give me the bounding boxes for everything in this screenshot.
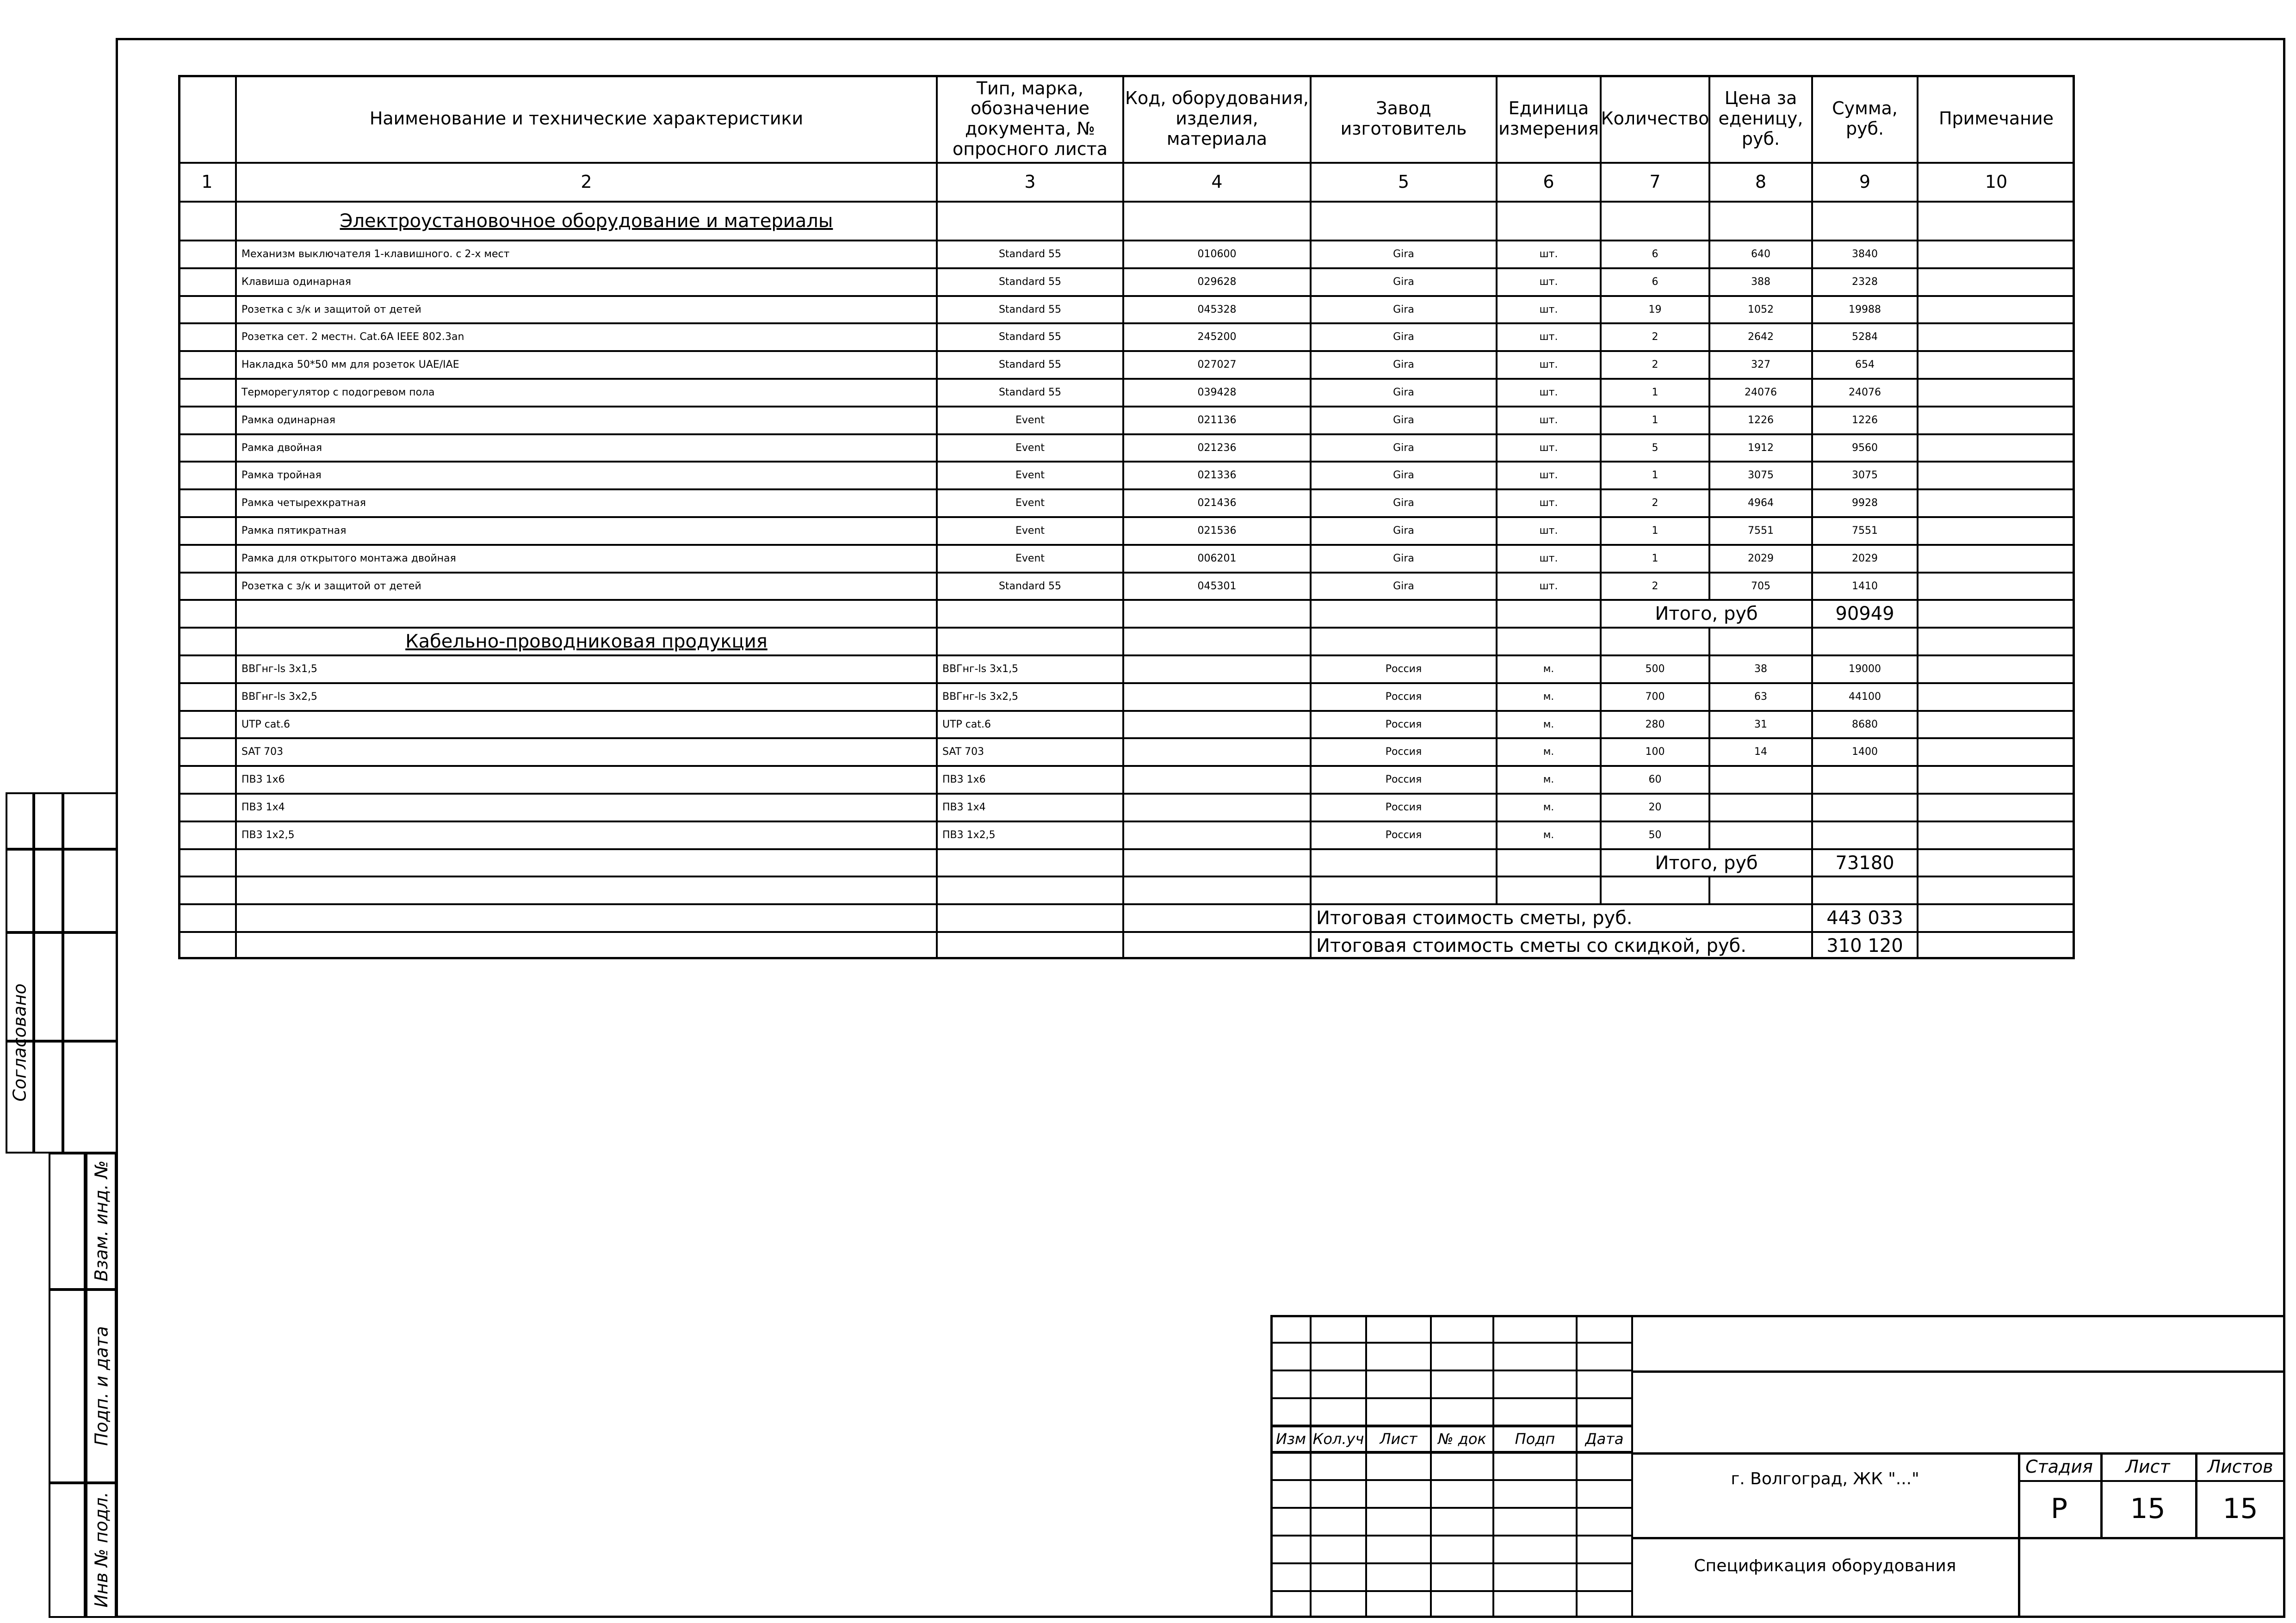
table-rule <box>1496 876 1498 904</box>
cell-qty: 500 <box>1645 663 1665 675</box>
title-rule <box>1271 1590 1632 1592</box>
cell-sum: 2328 <box>1852 276 1878 288</box>
column-number: 9 <box>1859 172 1871 192</box>
cell-maker: Gira <box>1393 331 1414 343</box>
cell-maker: Gira <box>1393 553 1414 565</box>
cell-unit: шт. <box>1539 276 1558 288</box>
discount-total-label: Итоговая стоимость сметы со скидкой, руб. <box>1316 935 1746 957</box>
title-rule <box>1271 1479 1632 1481</box>
cell-price: 63 <box>1754 691 1767 703</box>
cell-name: Механизм выключателя 1-клавишного. с 2-х мест <box>241 248 510 260</box>
table-rule <box>936 904 938 932</box>
cell-type: Standard 55 <box>998 248 1062 260</box>
stamp-cell <box>6 792 34 850</box>
cell-type: Standard 55 <box>998 359 1062 371</box>
table-rule <box>235 904 237 932</box>
table-rule <box>1310 628 1312 655</box>
cell-qty: 700 <box>1645 691 1665 703</box>
cell-sum: 654 <box>1855 359 1875 371</box>
table-rule <box>936 600 938 628</box>
table-rule <box>1122 600 1124 628</box>
cell-price: 31 <box>1754 718 1767 730</box>
cell-type: Event <box>1015 442 1045 454</box>
cell-name: Розетка с з/к и защитой от детей <box>241 580 421 592</box>
stamp-cell <box>49 1482 86 1618</box>
cell-sum: 3840 <box>1852 248 1878 260</box>
stamp-cell <box>62 792 118 850</box>
cell-maker: Gira <box>1393 359 1414 371</box>
table-rule <box>1122 628 1124 655</box>
cell-sum: 1410 <box>1852 580 1878 592</box>
cell-name: Розетка с з/к и защитой от детей <box>241 303 421 315</box>
cell-name: Рамка одинарная <box>241 414 336 426</box>
stamp-header: Листов <box>2207 1456 2273 1477</box>
table-rule <box>1917 876 1918 904</box>
cell-sum: 5284 <box>1852 331 1878 343</box>
cell-type: SAT 703 <box>942 746 984 758</box>
total-label: Итого, руб <box>1655 852 1758 874</box>
total-label: Итого, руб <box>1655 603 1758 624</box>
stamp-cell <box>49 1289 86 1483</box>
cell-type: ПВ3 1x4 <box>942 802 986 814</box>
cell-maker: Gira <box>1393 442 1414 454</box>
cell-maker: Россия <box>1385 774 1422 786</box>
cell-name: ПВ3 1x2,5 <box>241 829 295 841</box>
stamp-cell <box>33 792 63 850</box>
column-header: Количество <box>1601 108 1709 129</box>
document-title: Спецификация оборудования <box>1694 1556 1956 1576</box>
stamp-cell <box>62 1041 118 1154</box>
title-rule <box>1365 1315 1367 1618</box>
cell-sum: 19988 <box>1849 303 1881 315</box>
cell-maker: Gira <box>1393 276 1414 288</box>
stamp-cell <box>6 849 34 933</box>
stamp-cell <box>62 932 118 1042</box>
table-rule <box>1811 628 1813 655</box>
cell-maker: Россия <box>1385 802 1422 814</box>
stamp-value: 15 <box>2222 1492 2258 1525</box>
agreed-stamp-label: Согласовано <box>9 983 30 1102</box>
cell-sum <box>1812 766 1918 794</box>
cell-price: 24076 <box>1745 387 1777 399</box>
title-rule <box>1492 1315 1494 1618</box>
cell-maker: Gira <box>1393 303 1414 315</box>
cell-type: Standard 55 <box>998 303 1062 315</box>
title-label: Лист <box>1380 1430 1417 1448</box>
cell-qty: 2 <box>1652 497 1659 509</box>
cell-qty: 60 <box>1648 774 1662 786</box>
cell-name: Накладка 50*50 мм для розеток UAE/IAE <box>241 359 459 371</box>
cell-name: SAT 703 <box>241 746 284 758</box>
cell-type: Event <box>1015 497 1045 509</box>
column-header: Цена за еденицу, руб. <box>1718 88 1803 149</box>
cell-type: UTP cat.6 <box>942 718 991 730</box>
cell-unit: шт. <box>1539 303 1558 315</box>
cell-maker: Gira <box>1393 525 1414 537</box>
cell-type: ВВГнг-ls 3x1,5 <box>942 663 1019 675</box>
cell-price: 705 <box>1751 580 1770 592</box>
column-header: Код, оборудования, изделия, материала <box>1125 88 1309 149</box>
cell-sum: 2029 <box>1852 553 1878 565</box>
cell-unit: м. <box>1543 691 1554 703</box>
title-rule <box>1632 1370 2285 1373</box>
cell-price: 327 <box>1751 359 1770 371</box>
inv-original-label: Инв № подл. <box>91 1492 111 1608</box>
cell-code: 010600 <box>1197 248 1237 260</box>
cell-maker: Россия <box>1385 829 1422 841</box>
column-header: Единица измерения <box>1498 98 1599 139</box>
cell-name: Розетка сет. 2 местн. Cat.6A IEEE 802.3an <box>241 331 464 343</box>
column-number: 8 <box>1755 172 1767 192</box>
cell-type: ПВ3 1x2,5 <box>942 829 996 841</box>
table-rule <box>1310 600 1312 628</box>
cell-price: 1226 <box>1748 414 1774 426</box>
cell-type: ВВГнг-ls 3x2,5 <box>942 691 1019 703</box>
stamp-cell <box>33 1041 63 1154</box>
cell-maker: Россия <box>1385 746 1422 758</box>
cell-unit: шт. <box>1539 553 1558 565</box>
title-rule <box>1271 1315 2285 1317</box>
cell-qty: 2 <box>1652 580 1659 592</box>
table-rule <box>936 932 938 959</box>
column-number: 4 <box>1211 172 1223 192</box>
stamp-cell <box>62 849 118 933</box>
table-rule <box>235 849 237 876</box>
cell-price: 4964 <box>1748 497 1774 509</box>
cell-sum: 19000 <box>1849 663 1881 675</box>
cell-code: 027027 <box>1197 359 1237 371</box>
table-rule <box>936 876 938 904</box>
cell-qty: 1 <box>1652 525 1659 537</box>
cell-unit: м. <box>1543 663 1554 675</box>
cell-qty: 50 <box>1648 829 1662 841</box>
cell-code: 045301 <box>1197 580 1237 592</box>
title-rule <box>1576 1315 1578 1618</box>
table-rule <box>1310 202 1312 241</box>
cell-sum: 3075 <box>1852 469 1878 481</box>
cell-unit: шт. <box>1539 414 1558 426</box>
table-rule <box>1811 876 1813 904</box>
table-rule <box>1122 904 1124 932</box>
cell-code <box>1123 766 1311 794</box>
cell-code <box>1123 821 1311 849</box>
cell-sum: 1400 <box>1852 746 1878 758</box>
cell-code: 245200 <box>1197 331 1237 343</box>
column-number: 6 <box>1543 172 1554 192</box>
column-header: Сумма, руб. <box>1832 98 1898 139</box>
title-rule <box>1430 1315 1432 1618</box>
cell-maker: Gira <box>1393 497 1414 509</box>
table-rule <box>1122 876 1124 904</box>
cell-sum: 1226 <box>1852 414 1878 426</box>
column-header <box>178 75 236 163</box>
section-title: Кабельно-проводниковая продукция <box>405 631 767 652</box>
cell-unit: шт. <box>1539 442 1558 454</box>
table-rule <box>1600 202 1602 241</box>
cell-qty: 20 <box>1648 802 1662 814</box>
table-rule <box>1811 202 1813 241</box>
cell-code: 021336 <box>1197 469 1237 481</box>
grand-total-label: Итоговая стоимость сметы, руб. <box>1316 907 1633 929</box>
cell-price: 388 <box>1751 276 1770 288</box>
cell-unit: шт. <box>1539 359 1558 371</box>
cell-name: Клавиша одинарная <box>241 276 351 288</box>
cell-type: Standard 55 <box>998 387 1062 399</box>
cell-type: Event <box>1015 414 1045 426</box>
cell-code <box>1123 711 1311 738</box>
inv-replace-label: Взам. инд. № <box>91 1160 111 1282</box>
cell-qty: 1 <box>1652 414 1659 426</box>
cell-price: 1912 <box>1748 442 1774 454</box>
table-rule <box>1496 202 1498 241</box>
cell-unit: м. <box>1543 774 1554 786</box>
cell-price: 3075 <box>1748 469 1774 481</box>
cell-name: Рамка двойная <box>241 442 322 454</box>
cell-qty: 5 <box>1652 442 1659 454</box>
stamp-value: Р <box>2050 1492 2068 1525</box>
cell-sum: 9928 <box>1852 497 1878 509</box>
cell-type: ПВ3 1x6 <box>942 774 986 786</box>
cell-sum: 7551 <box>1852 525 1878 537</box>
column-header: Тип, марка, обозначение документа, № опросного листа <box>952 78 1108 159</box>
table-rule <box>1496 628 1498 655</box>
cell-qty: 100 <box>1645 746 1665 758</box>
cell-name: ВВГнг-ls 3x1,5 <box>241 663 318 675</box>
table-rule <box>936 849 938 876</box>
title-label: Подп <box>1515 1430 1555 1448</box>
cell-unit: м. <box>1543 829 1554 841</box>
project-location: г. Волгоград, ЖК "..." <box>1731 1469 1919 1489</box>
cell-name: ПВ3 1x6 <box>241 774 285 786</box>
table-rule <box>1708 876 1710 904</box>
cell-code: 039428 <box>1197 387 1237 399</box>
table-rule <box>235 932 237 959</box>
title-rule <box>1271 1562 1632 1564</box>
cell-name: ПВ3 1x4 <box>241 802 285 814</box>
cell-code <box>1123 683 1311 711</box>
cell-price <box>1709 821 1812 849</box>
cell-maker: Gira <box>1393 469 1414 481</box>
cell-type: Event <box>1015 469 1045 481</box>
column-number: 10 <box>1985 172 2008 192</box>
cell-name: Рамка пятикратная <box>241 525 347 537</box>
cell-name: Рамка четырехкратная <box>241 497 366 509</box>
table-rule <box>1917 628 1918 655</box>
cell-qty: 1 <box>1652 469 1659 481</box>
cell-unit: шт. <box>1539 580 1558 592</box>
cell-qty: 280 <box>1645 718 1665 730</box>
column-header: Наименование и технические характеристики <box>369 108 804 129</box>
stamp-cell <box>33 849 63 933</box>
title-label: № док <box>1438 1430 1486 1448</box>
table-rule <box>1122 202 1124 241</box>
cell-code <box>1123 738 1311 766</box>
title-rule <box>1271 1397 1632 1399</box>
title-rule <box>1271 1507 1632 1509</box>
table-rule <box>1600 628 1602 655</box>
cell-unit: шт. <box>1539 525 1558 537</box>
cell-sum: 44100 <box>1849 691 1881 703</box>
table-rule <box>235 600 237 628</box>
title-rule <box>1310 1315 1312 1618</box>
sign-date-label: Подп. и дата <box>91 1326 111 1446</box>
grand-total-value: 443 033 <box>1826 907 1903 929</box>
cell-code: 021236 <box>1197 442 1237 454</box>
cell-qty: 6 <box>1652 276 1659 288</box>
cell-price: 2642 <box>1748 331 1774 343</box>
cell-unit: шт. <box>1539 331 1558 343</box>
table-rule <box>1708 628 1710 655</box>
title-rule <box>1271 1370 1632 1371</box>
cell-sum <box>1812 794 1918 821</box>
title-rule <box>1271 1535 1632 1537</box>
cell-unit: шт. <box>1539 248 1558 260</box>
cell-maker: Россия <box>1385 691 1422 703</box>
title-label: Дата <box>1585 1430 1624 1448</box>
cell-sum: 24076 <box>1849 387 1881 399</box>
stamp-cell <box>33 932 63 1042</box>
stamp-header: Лист <box>2125 1456 2170 1477</box>
cell-type: Standard 55 <box>998 276 1062 288</box>
total-value: 90949 <box>1835 603 1894 624</box>
cell-sum: 8680 <box>1852 718 1878 730</box>
column-number: 1 <box>201 172 213 192</box>
cell-qty: 6 <box>1652 248 1659 260</box>
cell-sum: 9560 <box>1852 442 1878 454</box>
cell-qty: 19 <box>1648 303 1662 315</box>
cell-type: Standard 55 <box>998 331 1062 343</box>
cell-code: 006201 <box>1197 553 1237 565</box>
table-rule <box>1496 849 1498 876</box>
cell-code: 021136 <box>1197 414 1237 426</box>
cell-price: 1052 <box>1748 303 1774 315</box>
column-number: 7 <box>1649 172 1661 192</box>
title-rule <box>1271 1342 1632 1344</box>
cell-unit: шт. <box>1539 469 1558 481</box>
table-rule <box>1708 202 1710 241</box>
cell-unit: м. <box>1543 802 1554 814</box>
table-rule <box>1600 876 1602 904</box>
table-rule <box>1310 849 1312 876</box>
cell-maker: Gira <box>1393 387 1414 399</box>
cell-qty: 1 <box>1652 553 1659 565</box>
cell-price: 2029 <box>1748 553 1774 565</box>
cell-unit: м. <box>1543 718 1554 730</box>
table-rule <box>1122 932 1124 959</box>
cell-code: 045328 <box>1197 303 1237 315</box>
cell-unit: шт. <box>1539 497 1558 509</box>
cell-price <box>1709 794 1812 821</box>
cell-name: UTP cat.6 <box>241 718 290 730</box>
cell-price: 38 <box>1754 663 1767 675</box>
cell-price: 7551 <box>1748 525 1774 537</box>
cell-unit: шт. <box>1539 387 1558 399</box>
section-title: Электроустановочное оборудование и материалы <box>340 210 833 232</box>
column-header: Примечание <box>1938 108 2054 129</box>
cell-qty: 2 <box>1652 359 1659 371</box>
table-rule <box>235 876 237 904</box>
column-number: 2 <box>581 172 592 192</box>
cell-unit: м. <box>1543 746 1554 758</box>
cell-maker: Россия <box>1385 663 1422 675</box>
cell-code: 021536 <box>1197 525 1237 537</box>
cell-code <box>1123 655 1311 683</box>
cell-name: ВВГнг-ls 3x2,5 <box>241 691 318 703</box>
stamp-header: Стадия <box>2025 1456 2093 1477</box>
column-header: Завод изготовитель <box>1340 98 1467 139</box>
cell-type: Event <box>1015 553 1045 565</box>
cell-name: Рамка тройная <box>241 469 322 481</box>
stamp-cell <box>49 1153 86 1290</box>
column-number: 3 <box>1024 172 1036 192</box>
cell-maker: Gira <box>1393 580 1414 592</box>
stamp-value: 15 <box>2130 1492 2166 1525</box>
cell-maker: Россия <box>1385 718 1422 730</box>
cell-price: 14 <box>1754 746 1767 758</box>
table-rule <box>1122 849 1124 876</box>
cell-price <box>1709 766 1812 794</box>
discount-total-value: 310 120 <box>1826 935 1903 957</box>
cell-type: Event <box>1015 525 1045 537</box>
cell-maker: Gira <box>1393 248 1414 260</box>
cell-name: Рамка для открытого монтажа двойная <box>241 553 456 565</box>
cell-code: 021436 <box>1197 497 1237 509</box>
table-rule <box>1917 202 1918 241</box>
table-rule <box>1496 600 1498 628</box>
cell-sum <box>1812 821 1918 849</box>
table-rule <box>1310 876 1312 904</box>
cell-qty: 2 <box>1652 331 1659 343</box>
cell-maker: Gira <box>1393 414 1414 426</box>
cell-code: 029628 <box>1197 276 1237 288</box>
column-number: 5 <box>1398 172 1410 192</box>
total-value: 73180 <box>1835 852 1894 874</box>
title-rule <box>1270 1315 1273 1618</box>
cell-type: Standard 55 <box>998 580 1062 592</box>
cell-price: 640 <box>1751 248 1770 260</box>
title-label: Изм <box>1275 1430 1306 1448</box>
cell-name: Терморегулятор с подогревом пола <box>241 387 435 399</box>
cell-qty: 1 <box>1652 387 1659 399</box>
cell-code <box>1123 794 1311 821</box>
title-label: Кол.уч <box>1312 1430 1364 1448</box>
